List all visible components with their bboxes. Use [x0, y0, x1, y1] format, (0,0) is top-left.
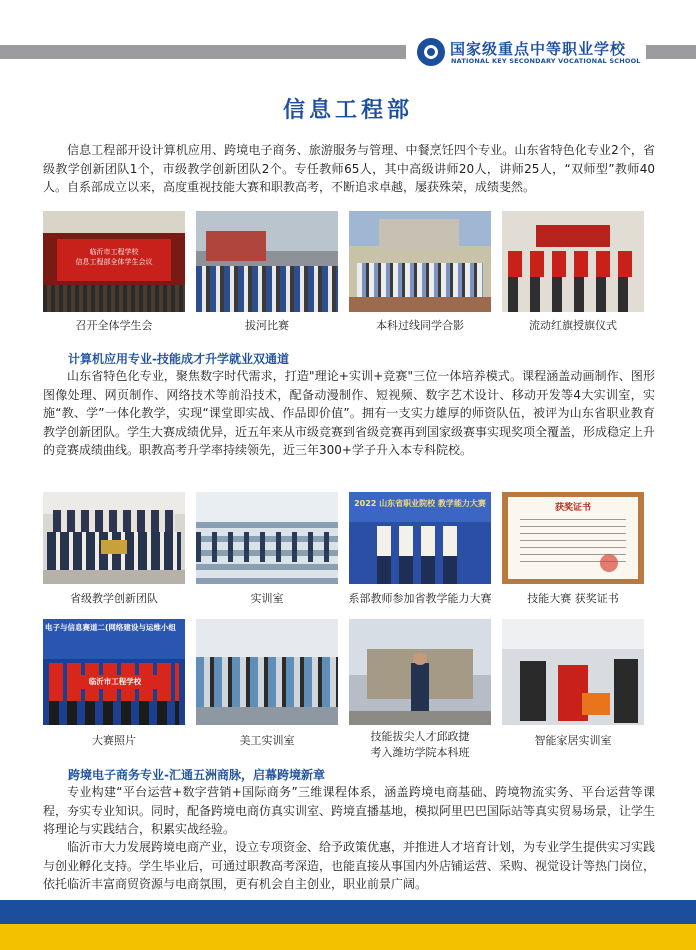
- section-body-computer-application: 山东省特色化专业，聚焦数字时代需求，打造"理论+实训+竞赛"三位一体培养模式。课程涵盖动画制作、图形图像处理、网页制作、网络技术等前沿技术，配备动漫制作、短视频、数字艺术设计、移动开发等4大实训室，实施“教、学”一体化教学，实现“课堂即实战、作品即价值”。拥有一支实力雄厚的师资队伍，被评为山东省职业教育教学创新团队。学生大赛成绩优异，近五年来从市级竞赛到省级竞赛再到国家级赛事实现奖项全覆盖，形成稳定上升的竞赛成绩曲线。职教高考升学率持续领先，近三年300+学子升入本专科院校。: [43, 369, 656, 457]
- photo-student-meeting: [43, 211, 185, 312]
- section-body-cross-border-ecommerce-2: 临沂市大力发展跨境电商产业，设立专项资金、给予政策优惠，并推进人才培育计划，为专业学生提供实习实践与创业孵化支持。学生毕业后，可通过职教高考深造，也能直接从事国内外店铺运营、采购、视觉设计等热门岗位，依托临沂丰富商贸资源与电商氛围，更有机会自主创业，职业前景广阔。: [43, 840, 656, 891]
- page-title: 信息工程部: [282, 98, 413, 123]
- meeting-screen-text: 临沂市工程学校 信息工程部全体学生会议: [75, 248, 153, 266]
- school-name-cn: 国家级重点中等职业学校: [450, 40, 627, 58]
- school-emblem-icon: [417, 38, 445, 66]
- section-title-cross-border-ecommerce: 跨境电子商务专业-汇通五洲商脉，启幕跨境新章: [68, 768, 325, 782]
- caption-student-meeting: 召开全体学生会: [75, 319, 153, 332]
- section-body-cross-border-ecommerce-1: 专业构建“平台运营+数字营销+国际商务”三维课程体系，涵盖跨境电商基础、跨境物流实务、平台运营等课程，夯实专业知识。同时，配备跨境电商仿真实训室、跨境直播基地，模拟阿里巴巴国际站等真实贸易场景，让学生将理论与实践结合，积累实战经验。: [43, 785, 656, 836]
- photo-smart-home-room: [502, 619, 644, 725]
- caption-smart-home-room: 智能家居实训室: [534, 734, 612, 747]
- school-name-en: NATIONAL KEY SECONDARY VOCATIONAL SCHOOL: [451, 57, 641, 65]
- photo-teaching-competition: [349, 492, 491, 584]
- caption-red-flag-ceremony: 流动红旗授旗仪式: [529, 319, 617, 332]
- header-bar-left: [0, 45, 406, 59]
- intro-paragraph: 信息工程部开设计算机应用、跨境电子商务、旅游服务与管理、中餐烹饪四个专业。山东省特色化专业2个，省级教学创新团队1个，市级教学创新团队2个。专任教师65人，其中高级讲师20人，讲师25人，“双师型”教师40人。自系部成立以来，高度重视技能大赛和职教高考，不断追求卓越，屡获殊荣，成绩斐然。: [43, 143, 655, 194]
- competition-banner-text: 2022 山东省职业院校 教学能力大赛: [354, 499, 486, 508]
- photo-training-room: [196, 492, 338, 584]
- section-title-computer-application: 计算机应用专业-技能成才升学就业双通道: [68, 352, 289, 366]
- competition-banner-text-2: 电子与信息赛道二(网络建设与运维小组: [45, 623, 176, 632]
- photo-top-student: [349, 619, 491, 725]
- photo-red-flag-ceremony: [502, 211, 644, 312]
- caption-teaching-competition: 系部教师参加省教学能力大赛: [348, 592, 492, 605]
- header-bar-right: [646, 45, 696, 59]
- caption-art-training-room: 美工实训室: [239, 734, 295, 747]
- footer-yellow-band: [0, 924, 696, 950]
- photo-tug-of-war: [196, 211, 338, 312]
- caption-teaching-team: 省级教学创新团队: [70, 592, 158, 605]
- team-shirt-text: 临沂市工程学校: [73, 675, 157, 689]
- caption-top-student-line1: 技能拔尖人才邱政捷: [370, 730, 470, 743]
- caption-top-student-line2: 考入潍坊学院本科班: [370, 746, 470, 759]
- certificate-title: 获奖证书: [554, 503, 591, 513]
- caption-tug-of-war: 拔河比赛: [245, 319, 289, 332]
- footer-blue-band: [0, 900, 696, 924]
- photo-graduates-group: [349, 211, 491, 312]
- caption-award-certificate: 技能大赛 获奖证书: [527, 592, 619, 605]
- caption-graduates-group: 本科过线同学合影: [376, 319, 464, 332]
- photo-teaching-team: [43, 492, 185, 584]
- photo-art-training-room: [196, 619, 338, 725]
- photo-competition-team: [43, 619, 185, 725]
- photo-award-certificate: [502, 492, 644, 584]
- caption-training-room: 实训室: [250, 592, 284, 605]
- caption-competition-team: 大赛照片: [92, 734, 136, 747]
